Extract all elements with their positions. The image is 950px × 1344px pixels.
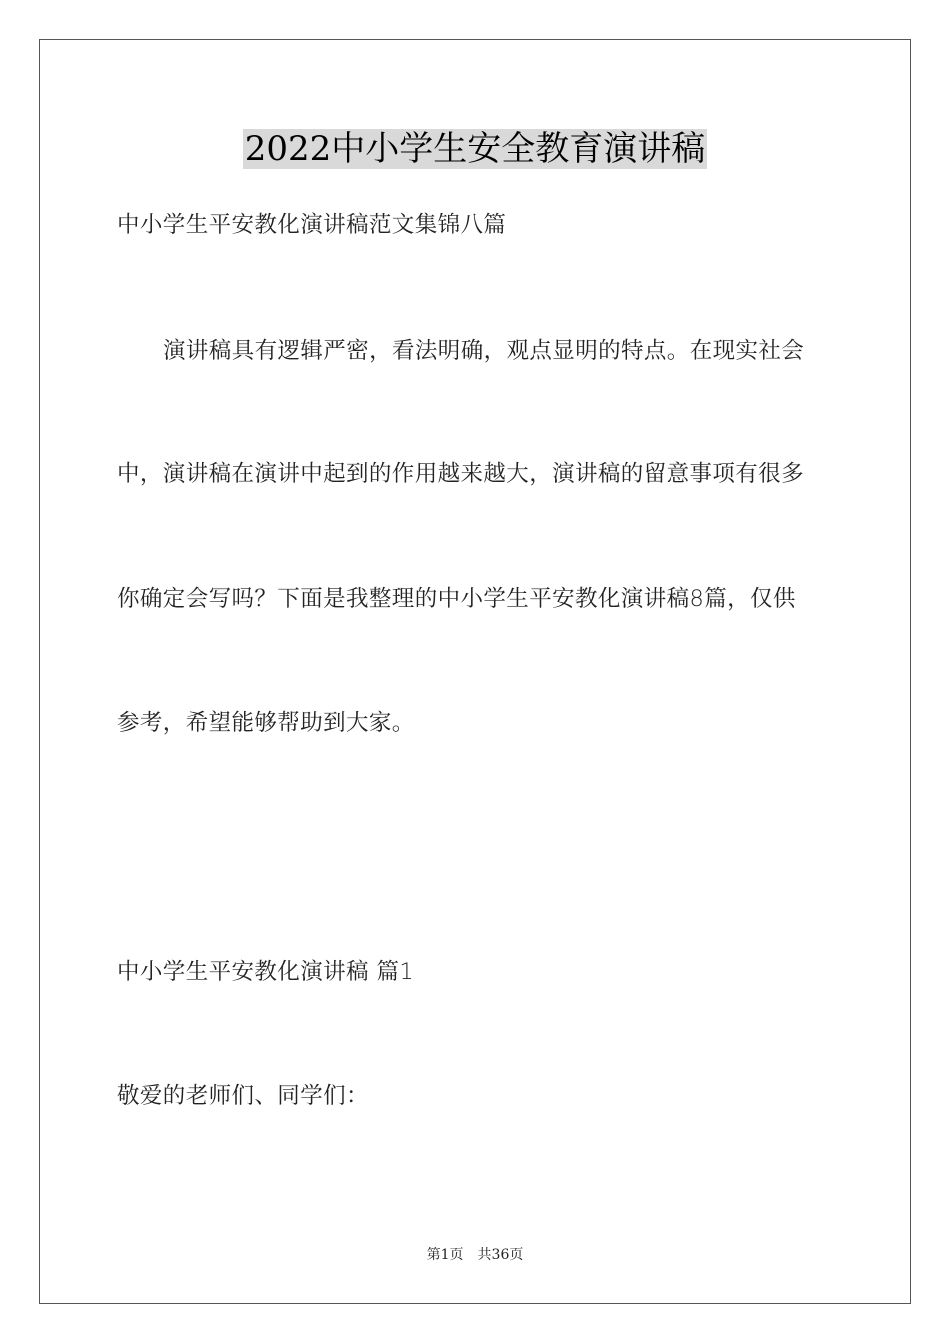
document-title-text: 2022中小学生安全教育演讲稿: [244, 129, 706, 169]
paragraph-line-2: 中，演讲稿在演讲中起到的作用越来越大，演讲稿的留意事项有很多: [117, 461, 805, 487]
section-heading: 中小学生平安教化演讲稿 篇1: [117, 959, 415, 985]
salutation-line: 敬爱的老师们、同学们：: [117, 1083, 369, 1109]
page-footer: [0, 1246, 950, 1264]
paragraph-line-3: 你确定会写吗？下面是我整理的中小学生平安教化演讲稿8篇，仅供: [117, 586, 796, 612]
document-title: [0, 126, 950, 172]
page-total: 共36页: [477, 1247, 524, 1263]
paragraph-line-4: 参考，希望能够帮助到大家。: [117, 710, 415, 736]
page-number: 第1页: [426, 1247, 464, 1263]
paragraph-line-1: 演讲稿具有逻辑严密，看法明确，观点显明的特点。在现实社会: [163, 338, 805, 364]
subtitle-line: 中小学生平安教化演讲稿范文集锦八篇: [117, 212, 507, 238]
